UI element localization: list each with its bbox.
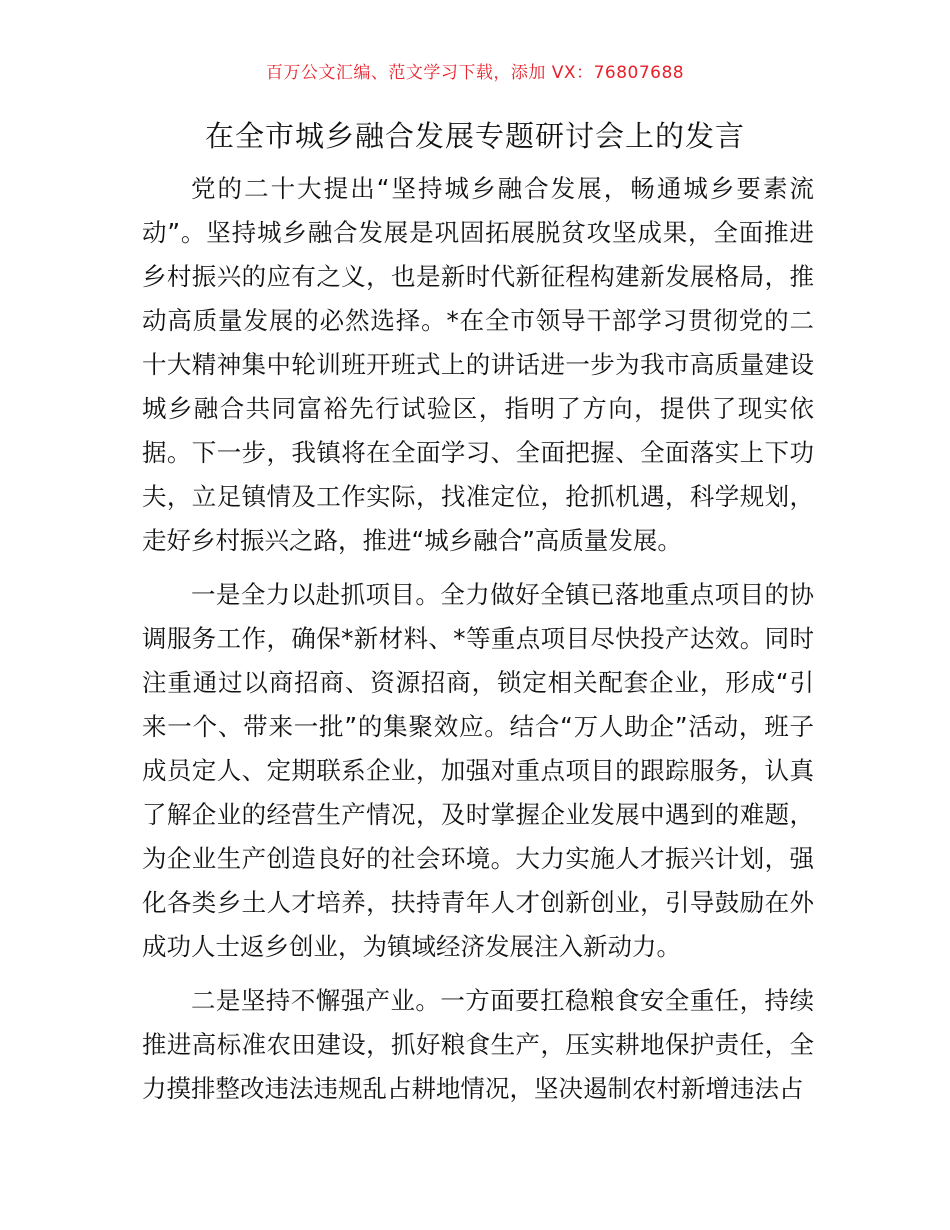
paragraph-projects: 一是全力以赴抓项目。全力做好全镇已落地重点项目的协调服务工作，确保*新材料、*等重点项目尽快投产达效。同时注重通过以商招商、资源招商，锁定相关配套企业，形成“引来一个、带来一批”的集聚效应。结合“万人助企”活动，班子成员定人、定期联系企业，加强对重点项目的跟踪服务，认真了解企业的经营生产情况，及时掌握企业发展中遇到的难题，为企业生产创造良好的社会环境。大力实施人才振兴计划，强化各类乡土人才培养，扶持青年人才创新创业，引导鼓励在外成功人士返乡创业，为镇域经济发展注入新动力。 xyxy=(142,580,814,961)
document-body xyxy=(142,167,814,1121)
paragraph-intro: 党的二十大提出“坚持城乡融合发展，畅通城乡要素流动”。坚持城乡融合发展是巩固拓展脱贫攻坚成果，全面推进乡村振兴的应有之义，也是新时代新征程构建新发展格局，推动高质量发展的必然选择。*在全市领导干部学习贯彻党的二十大精神集中轮训班开班式上的讲话进一步为我市高质量建设城乡融合共同富裕先行试验区，指明了方向，提供了现实依据。下一步，我镇将在全面学习、全面把握、全面落实上下功夫，立足镇情及工作实际，找准定位，抢抓机遇，科学规划，走好乡村振兴之路，推进“城乡融合”高质量发展。 xyxy=(142,174,814,555)
document-title: 在全市城乡融合发展专题研讨会上的发言 xyxy=(204,119,745,153)
header-banner: 百万公文汇编、范文学习下载，添加 VX：76807688 xyxy=(265,63,685,83)
paragraph-industry: 二是坚持不懈强产业。一方面要扛稳粮食安全重任，持续推进高标准农田建设，抓好粮食生产，压实耕地保护责任，全力摸排整改违法违规乱占耕地情况，坚决遏制农村新增违法占 xyxy=(142,986,814,1103)
